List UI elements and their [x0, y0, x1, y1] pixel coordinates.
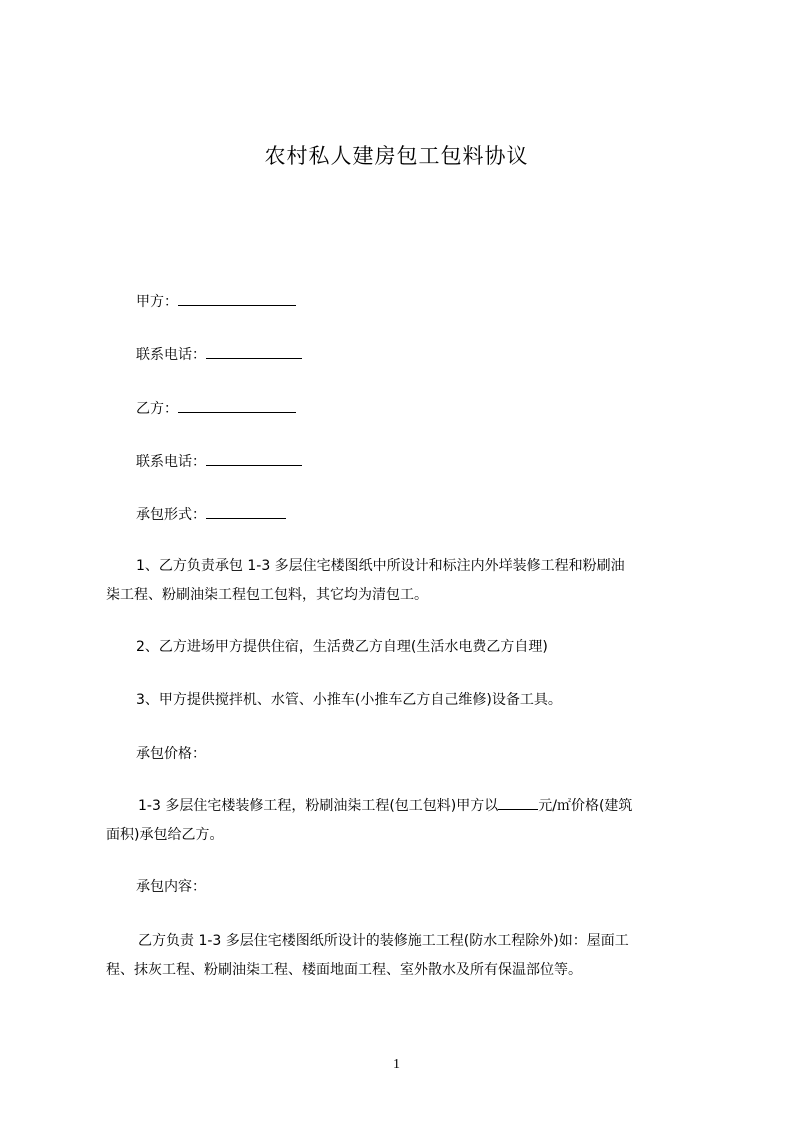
party-b-label: 乙方：	[136, 401, 178, 417]
content-heading: 承包内容：	[136, 879, 206, 895]
phone-b-label: 联系电话：	[136, 454, 206, 470]
contract-form-label: 承包形式：	[136, 507, 206, 523]
clause-2	[106, 633, 706, 662]
price-text-after-blank: 元/㎡价格(建筑	[538, 798, 633, 814]
contract-form-field	[136, 504, 286, 525]
clause-1	[106, 552, 706, 610]
clause-2-text: 2、乙方进场甲方提供住宿，生活费乙方自理(生活水电费乙方自理)	[136, 639, 548, 655]
phone-a-field	[136, 344, 302, 365]
price-blank	[498, 795, 538, 810]
clause-1-line-2: 柒工程、粉刷油柒工程包工包料，其它均为清包工。	[106, 587, 428, 603]
document-title: 农村私人建房包工包料协议	[264, 144, 529, 168]
price-text-before-blank: 1-3 多层住宅楼装修工程，粉刷油柒工程(包工包料)甲方以	[138, 798, 499, 814]
content-paragraph	[106, 927, 706, 985]
price-heading: 承包价格：	[136, 746, 206, 762]
party-b-field	[136, 398, 296, 419]
clause-3	[106, 686, 706, 715]
price-line-2: 面积)承包给乙方。	[106, 827, 224, 843]
phone-a-label: 联系电话：	[136, 347, 206, 363]
phone-b-blank	[206, 451, 302, 466]
clause-1-line-1: 1、乙方负责承包 1-3 多层住宅楼图纸中所设计和标注内外垟装修工程和粉刷油	[136, 558, 625, 574]
party-a-label: 甲方：	[136, 294, 178, 310]
phone-b-field	[136, 451, 302, 472]
party-a-blank	[178, 291, 296, 306]
price-paragraph	[106, 792, 706, 850]
content-line-2: 程、抹灰工程、粉刷油柒工程、楼面地面工程、室外散水及所有保温部位等。	[106, 962, 582, 978]
price-line-1	[106, 792, 706, 821]
party-a-field	[136, 291, 296, 312]
contract-form-blank	[206, 504, 286, 519]
page-number: 1	[393, 1057, 400, 1072]
party-b-blank	[178, 398, 296, 413]
content-line-1: 乙方负责 1-3 多层住宅楼图纸所设计的装修施工工程(防水工程除外)如：屋面工	[138, 933, 629, 949]
phone-a-blank	[206, 344, 302, 359]
clause-3-text: 3、甲方提供搅拌机、水管、小推车(小推车乙方自己维修)设备工具。	[136, 692, 562, 708]
